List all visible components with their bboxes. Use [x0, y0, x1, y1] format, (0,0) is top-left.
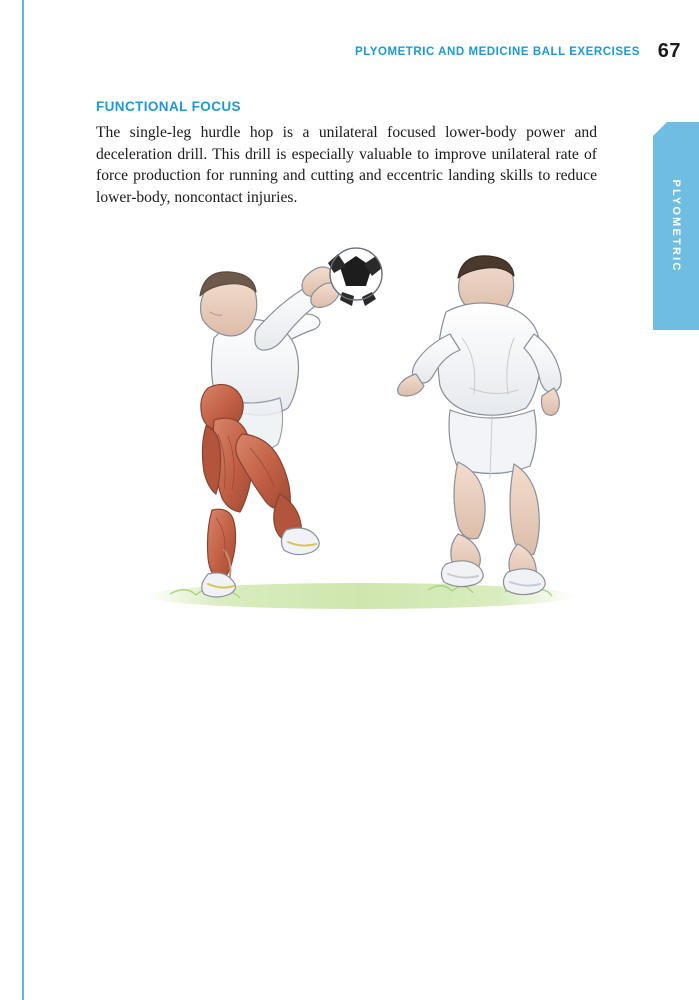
section-heading: FUNCTIONAL FOCUS: [96, 99, 241, 114]
thumb-tab-label: PLYOMETRIC: [670, 179, 682, 273]
soccer-player: [398, 256, 561, 595]
page-number: 67: [657, 40, 681, 62]
running-head: PLYOMETRIC AND MEDICINE BALL EXERCISES: [354, 46, 640, 58]
thumb-tab: [653, 122, 699, 330]
thumb-tab-notch: [653, 122, 667, 136]
exercise-illustration: [110, 238, 610, 618]
left-margin-rule: [22, 0, 24, 1000]
anatomical-player: [200, 267, 339, 597]
body-paragraph: The single-leg hurdle hop is a unilateral focused lower-body power and deceleration drill. This drill is especially valuable to improve unilateral rate of force production for running and cutting and eccentric landing skills to reduce lower-body, noncontact injuries.: [96, 124, 597, 206]
